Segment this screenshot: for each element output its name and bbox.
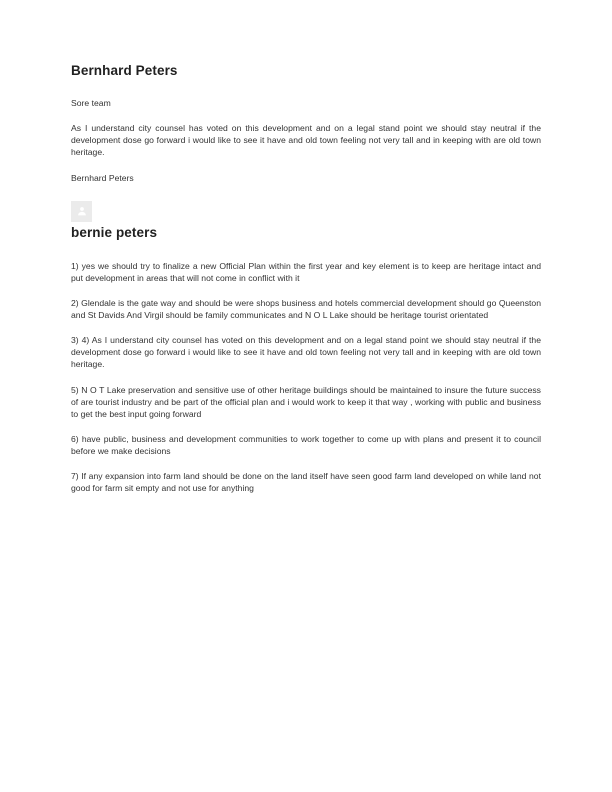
post-bernhard-peters — [71, 63, 541, 184]
post-author-heading: Bernhard Peters — [71, 63, 178, 78]
post-greeting: Sore team — [71, 98, 111, 109]
post-paragraph: 3) 4) As I understand city counsel has voted on this development and on a legal stand point we should stay neutral if the development dose go forward i would like to see it have and old town feeling not very tall and in keeping with are old town heritage. — [71, 335, 541, 370]
spacer — [71, 371, 541, 384]
post-paragraph: 6) have public, business and development communities to work together to come up with plans and present it to council before we make decisions — [71, 433, 541, 456]
spacer — [71, 109, 541, 122]
spacer — [71, 184, 541, 201]
spacer — [71, 79, 541, 97]
post-paragraph: 7) If any expansion into farm land should be done on the land itself have seen good farm land developed on while land not good for farm sit empty and not use for anything — [71, 470, 541, 494]
post-body-text: As I understand city counsel has voted on this development and on a legal stand point we should stay neutral if the development dose go forward i would like to see it have and old town feeling not very tall and in keeping with are old town heritage. — [71, 123, 541, 158]
document-content — [71, 63, 541, 494]
spacer — [71, 284, 541, 297]
post-paragraph: 5) N O T Lake preservation and sensitive use of other heritage buildings should be maintained to insure the future success of are tourist industry and be part of the official plan and i would work to keep it that way , working with public and business to get the best input going forward — [71, 384, 541, 419]
post-paragraph: 1) yes we should try to finalize a new Official Plan within the first year and key element is to keep are heritage intact and put development in areas that will not come in conflict with it — [71, 260, 541, 283]
user-avatar-icon — [71, 201, 92, 222]
post-author-heading: bernie peters — [71, 224, 158, 240]
spacer — [71, 159, 541, 172]
spacer — [71, 321, 541, 334]
spacer — [71, 241, 541, 260]
spacer — [71, 457, 541, 470]
post-paragraph: 2) Glendale is the gate way and should be were shops business and hotels commercial development should go Queenston and St Davids And Virgil should be family communicates and N O L Lake should be heritage tourist orientated — [71, 298, 541, 321]
post-signature: Bernhard Peters — [71, 172, 134, 183]
post-bernie-peters — [71, 201, 541, 495]
spacer — [71, 420, 541, 433]
